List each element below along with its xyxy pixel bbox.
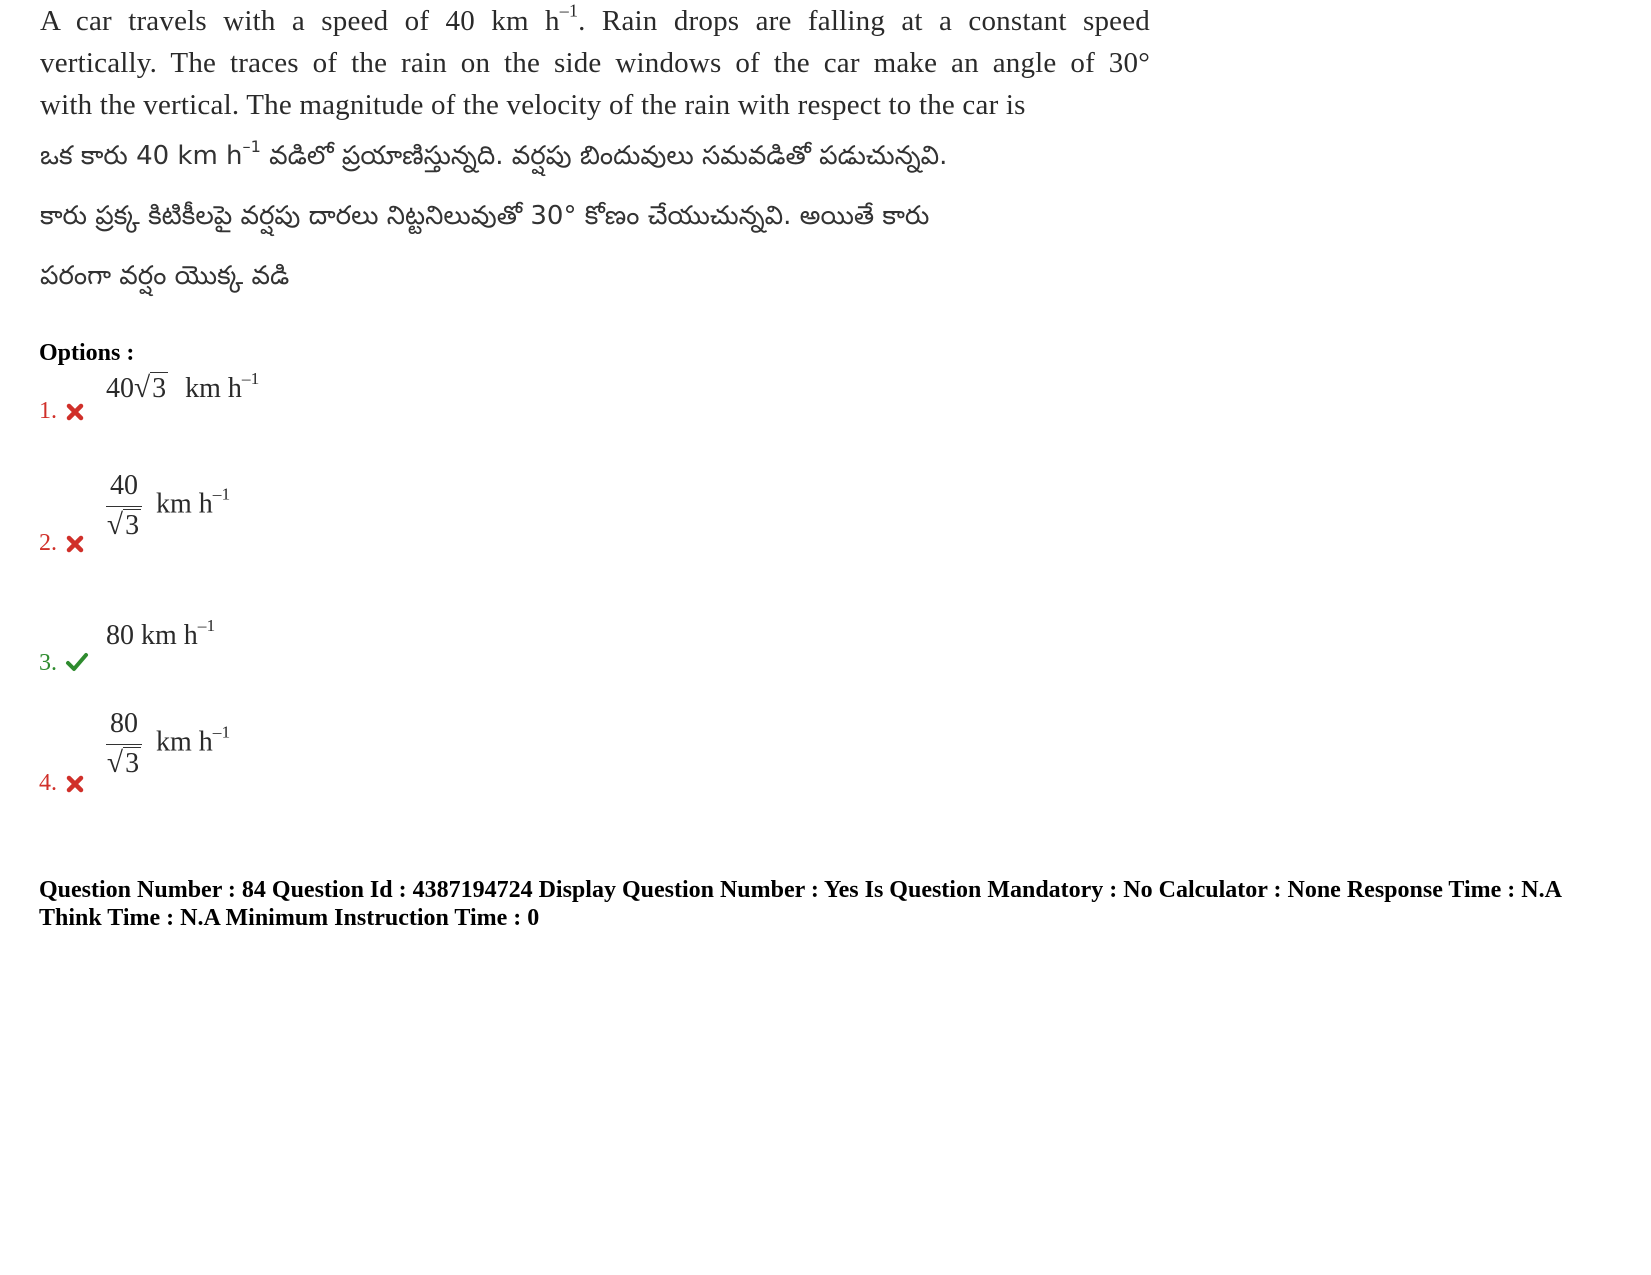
options-label: Options : <box>39 340 135 366</box>
option-number: 4. <box>39 770 57 796</box>
option-expression: 40√3 km $h^{-1}$ <box>106 368 260 404</box>
option-expression: $\frac{80}{√3}$ km $h^{-1}$ <box>106 708 231 779</box>
cross-icon <box>65 534 85 554</box>
question-line-1: A car travels with a speed of 40 km $h^{-1}$. Rain drops are falling at a constant speed <box>40 0 1150 37</box>
option-number: 2. <box>39 530 57 556</box>
option-number: 3. <box>39 650 57 676</box>
telugu-line-1: ఒక కారు 40 km $h^{-1}$ వడిలో ప్రయాణిస్తున్నది. వర్షపు బిందువులు సమవడితో పడుచున్నవి. <box>40 136 948 171</box>
option-expression: 80 km $h^{-1}$ <box>106 615 216 651</box>
question-line-3: with the vertical. The magnitude of the velocity of the rain with respect to the car is <box>40 89 1026 121</box>
question-image <box>40 0 1150 306</box>
option-number: 1. <box>39 398 57 424</box>
question-metadata: Question Number : 84 Question Id : 4387194724 Display Question Number : Yes Is Question Mandatory : No Calculator : None Response Time : N.A Think Time : N.A Minimum Instruction Time : 0 <box>39 877 1561 931</box>
cross-icon <box>65 402 85 422</box>
telugu-line-2: కారు ప్రక్క కిటికీలపై వర్షపు దారలు నిట్టనిలువుతో 30° కోణం చేయుచున్నవి. అయితే కారు <box>40 201 930 231</box>
option-expression: $\frac{40}{√3}$ km $h^{-1}$ <box>106 470 231 541</box>
telugu-line-3: పరంగా వర్షం యొక్క వడి <box>40 261 290 291</box>
check-icon <box>65 652 89 672</box>
question-line-2: vertically. The traces of the rain on the side windows of the car make an angle of 30° <box>40 47 1150 79</box>
cross-icon <box>65 774 85 794</box>
